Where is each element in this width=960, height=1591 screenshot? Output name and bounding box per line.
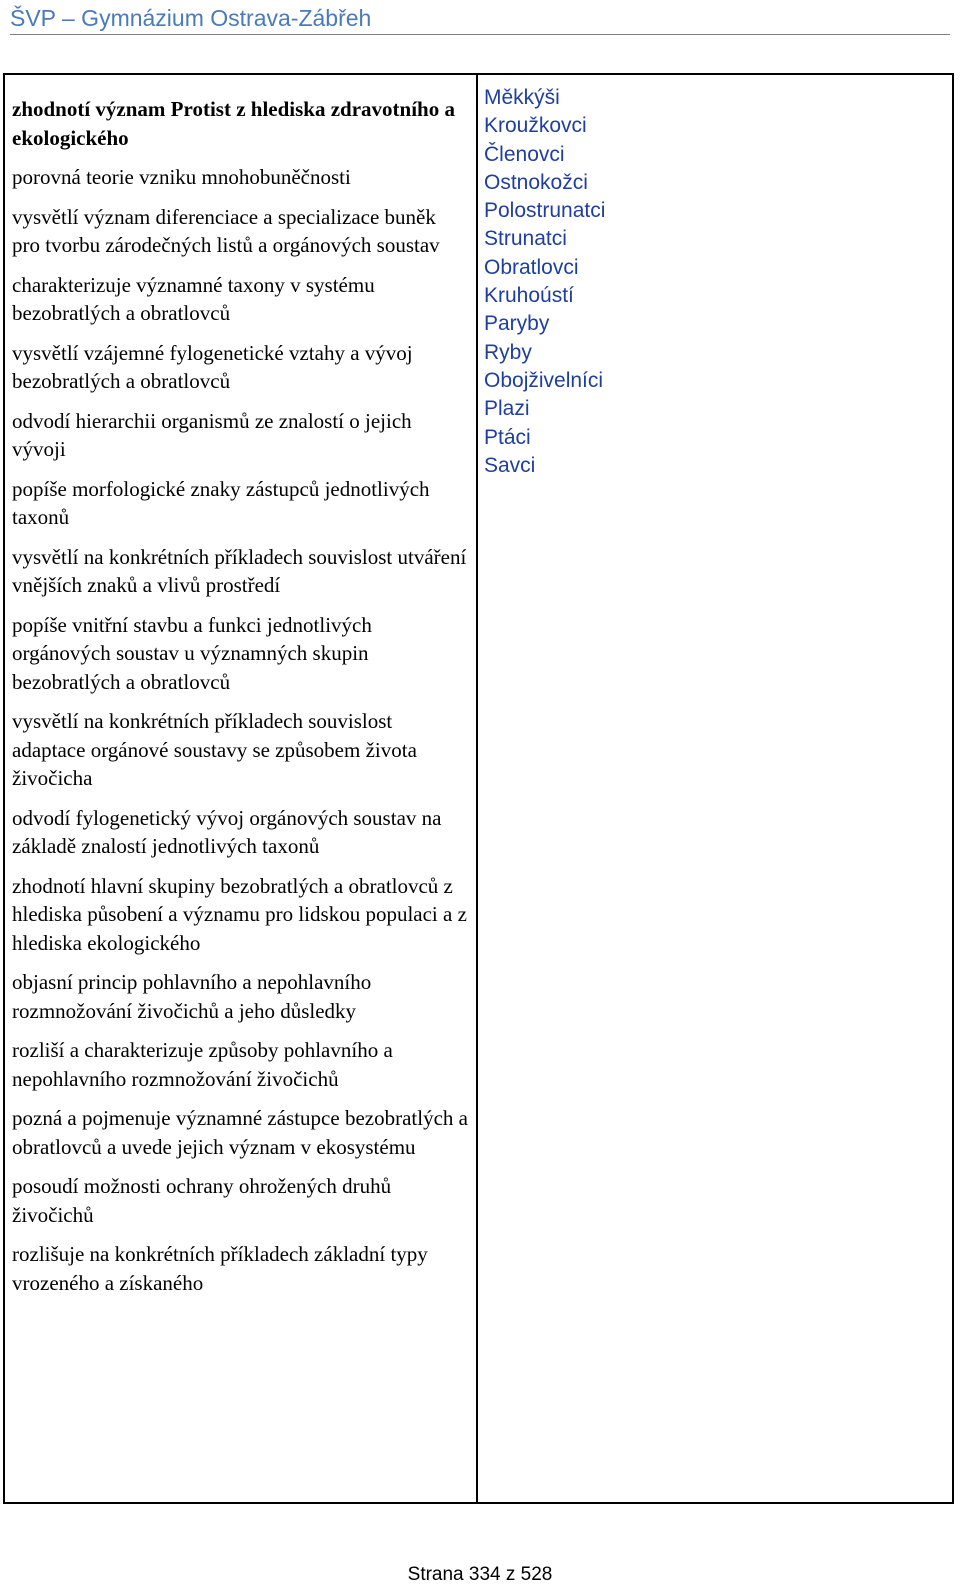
outcome-item: popíše vnitřní stavbu a funkci jednotlivých orgánových soustav u významných skupin bezobratlých a obratlovců xyxy=(12,612,372,694)
topic-item: Obratlovci xyxy=(484,255,579,279)
topic-item: Kroužkovci xyxy=(484,114,587,138)
outcome-item: popíše morfologické znaky zástupců jednotlivých taxonů xyxy=(12,476,430,529)
topic-item: Obojživelníci xyxy=(484,368,604,392)
topic-item: Ptáci xyxy=(484,425,531,449)
page-header-title: ŠVP – Gymnázium Ostrava-Zábřeh xyxy=(10,5,372,31)
outcome-item: charakterizuje významné taxony v systému bezobratlých a obratlovců xyxy=(12,272,375,325)
outcome-item: pozná a pojmenuje významné zástupce bezobratlých a obratlovců a uvede jejich význam v ekosystému xyxy=(12,1106,468,1159)
outcome-item: vysvětlí význam diferenciace a specializace buněk pro tvorbu zárodečných listů a orgánových soustav xyxy=(12,204,440,257)
topic-item: Strunatci xyxy=(484,227,567,251)
topics-column xyxy=(484,84,924,480)
outcome-item: odvodí fylogenetický vývoj orgánových soustav na základě znalostí jednotlivých taxonů xyxy=(12,805,442,858)
outcome-item: odvodí hierarchii organismů ze znalostí o jejich vývoji xyxy=(12,408,412,461)
topic-item: Paryby xyxy=(484,312,550,336)
outcome-item: rozlišuje na konkrétních příkladech základní typy vrozeného a získaného xyxy=(12,1242,428,1295)
outcome-item: rozliší a charakterizuje způsoby pohlavního a nepohlavního rozmnožování živočichů xyxy=(12,1038,393,1091)
outcome-item: zhodnotí význam Protist z hlediska zdravotního a ekologického xyxy=(12,97,455,150)
topic-item: Ryby xyxy=(484,340,532,364)
outcome-item: zhodnotí hlavní skupiny bezobratlých a obratlovců z hlediska působení a významu pro lidskou populaci a z hlediska ekologického xyxy=(12,873,467,955)
outcome-item: vysvětlí na konkrétních příkladech souvislost utváření vnějších znaků a vlivů prostředí xyxy=(12,544,467,597)
learning-outcomes-column xyxy=(12,95,468,1308)
header-divider xyxy=(10,34,950,35)
topic-item: Členovci xyxy=(484,142,565,166)
outcome-item: vysvětlí na konkrétních příkladech souvislost adaptace orgánové soustavy se způsobem života živočicha xyxy=(12,709,417,790)
topic-item: Polostrunatci xyxy=(484,199,606,223)
outcome-item: objasní princip pohlavního a nepohlavního rozmnožování živočichů a jeho důsledky xyxy=(12,970,372,1023)
topic-item: Plazi xyxy=(484,397,530,421)
topic-item: Kruhoústí xyxy=(484,284,574,308)
outcome-item: porovná teorie vzniku mnohobuněčnosti xyxy=(12,165,351,189)
topic-item: Měkkýši xyxy=(484,86,560,109)
topic-item: Ostnokožci xyxy=(484,170,588,194)
column-divider xyxy=(476,75,478,1502)
outcome-item: posoudí možnosti ochrany ohrožených druhů živočichů xyxy=(12,1174,392,1227)
outcome-item: vysvětlí vzájemné fylogenetické vztahy a vývoj bezobratlých a obratlovců xyxy=(12,340,413,393)
page-number: Strana 334 z 528 xyxy=(407,1564,553,1585)
topic-item: Savci xyxy=(484,453,536,477)
